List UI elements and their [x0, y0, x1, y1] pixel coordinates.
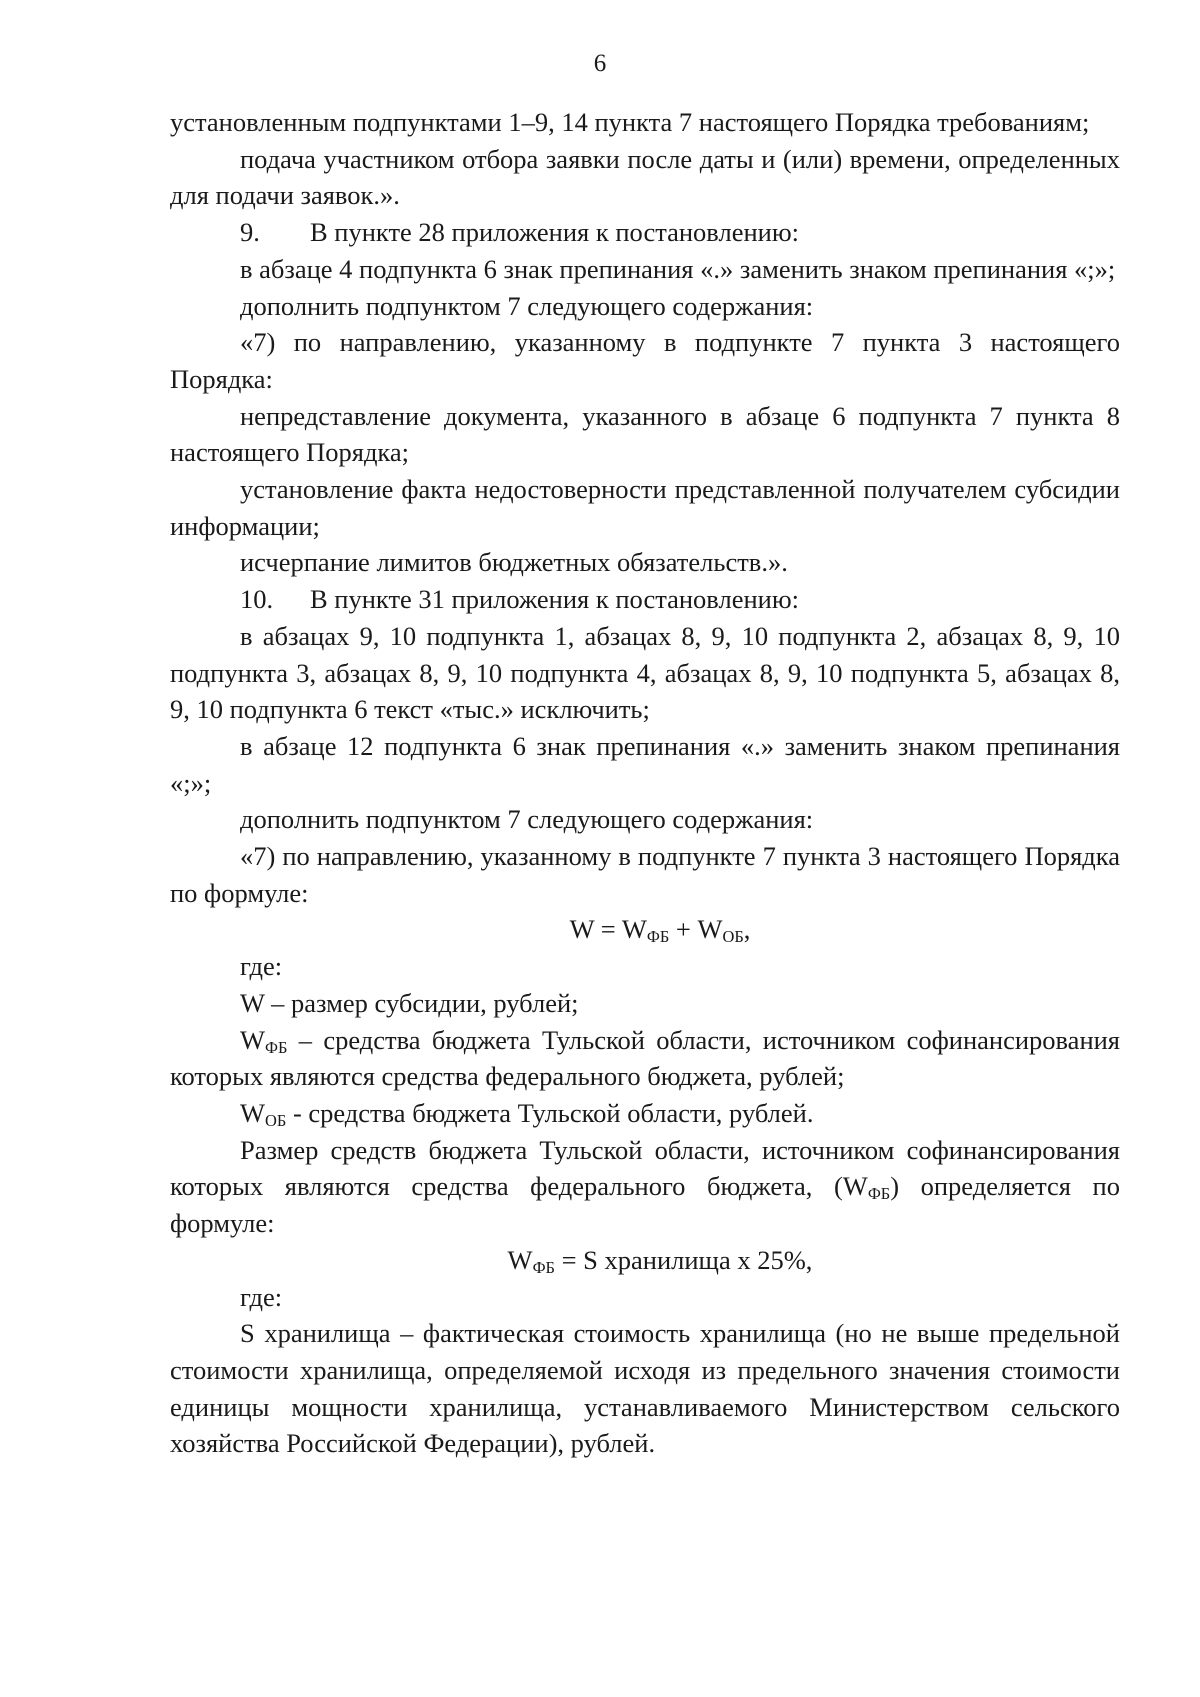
paragraph: в абзаце 4 подпункта 6 знак препинания «.» заменить знаком препинания «;»;	[240, 253, 1116, 284]
paragraph: «7) по направлению, указанному в подпункте 7 пункта 3 настоящего Порядка:	[170, 327, 1120, 394]
numbered-item-10	[170, 581, 1120, 618]
paragraph: «7) по направлению, указанному в подпункте 7 пункта 3 настоящего Порядка по формуле:	[170, 841, 1120, 908]
definition-wfb: $W_{ФБ}$ – средства бюджета Тульской области, источником софинансирования которых являются средства федерального бюджета, рублей;	[170, 1024, 1120, 1092]
paragraph: непредставление документа, указанного в абзаце 6 подпункта 7 пункта 8 настоящего Порядка;	[170, 400, 1120, 468]
paragraph: исчерпание лимитов бюджетных обязательств.».	[240, 547, 788, 578]
paragraph: Размер средств бюджета Тульской области, источником софинансирования которых являются средства федерального бюджета, $(W_{ФБ})$ определяется по формуле:	[170, 1134, 1120, 1239]
paragraph: установленным подпунктами 1–9, 14 пункта 7 настоящего Порядка требованиям;	[170, 107, 1090, 137]
paragraph: в абзацах 9, 10 подпункта 1, абзацах 8, 9, 10 подпункта 2, абзацах 8, 9, 10 подпункта 3, абзацах 8, 9, 10 подпункта 4, абзацах 8, 9, 10 подпункта 5, абзацах 8, 9, 10 подпункта 6 текст «тыс.» исключить;	[170, 620, 1120, 725]
item-text: В пункте 28 приложения к постановлению:	[310, 217, 799, 248]
definition-wob: $W_{ОБ}$ - средства бюджета Тульской области, рублей.	[240, 1097, 814, 1131]
item-number: 10.	[240, 584, 274, 615]
paragraph: установление факта недостоверности представленной получателем субсидии информации;	[170, 474, 1120, 541]
definition-s: S хранилища – фактическая стоимость хранилища (но не выше предельной стоимости хранилища, определяемой исходя из предельного значения стоимости единицы мощности хранилища, устанавливаемого Министерством сельского хозяйства Российской Федерации), рублей.	[170, 1318, 1120, 1459]
item-text: В пункте 31 приложения к постановлению:	[310, 584, 799, 615]
paragraph: дополнить подпунктом 7 следующего содержания:	[240, 290, 814, 321]
page-number: 6	[593, 50, 607, 77]
document-body	[170, 104, 1120, 1462]
paragraph: где:	[240, 951, 283, 982]
paragraph: в абзаце 12 подпункта 6 знак препинания «.» заменить знаком препинания «;»;	[170, 730, 1120, 798]
paragraph: подача участником отбора заявки после даты и (или) времени, определенных для подачи заявок.».	[170, 143, 1120, 211]
definition-w: W – размер субсидии, рублей;	[240, 987, 579, 1018]
paragraph: дополнить подпунктом 7 следующего содержания:	[240, 804, 814, 835]
paragraph: где:	[240, 1281, 283, 1312]
item-number: 9.	[240, 217, 260, 248]
numbered-item-9	[170, 214, 1120, 251]
formula-subsidy: $W = W_{ФБ} + W_{ОБ}$,	[569, 914, 751, 947]
formula-federal-share: $W_{ФБ} = S$ хранилища х 25%,	[507, 1244, 813, 1277]
